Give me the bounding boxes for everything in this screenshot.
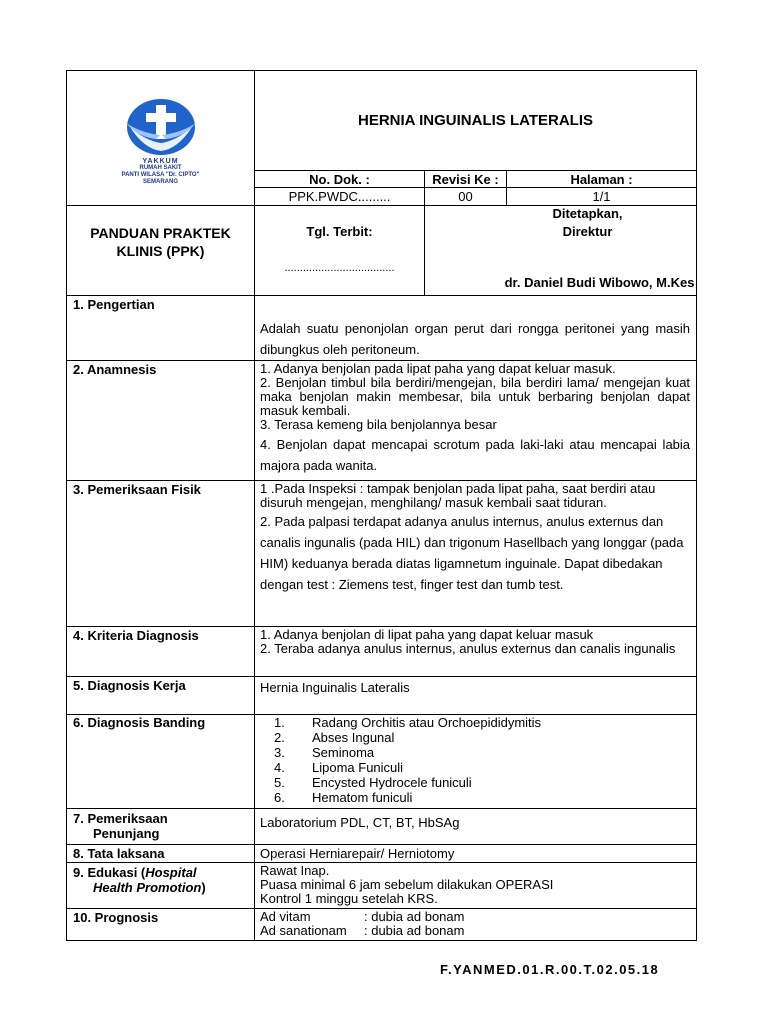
form-code: F.YANMED.01.R.00.T.02.05.18 [440,962,660,977]
diagnosis-banding-number: 2. [274,730,285,745]
ditetapkan-text: Ditetapkan, [552,206,623,221]
diagnosis-banding-text: Radang Orchitis atau Orchoepididymitis [312,715,542,730]
anamnesis-item-3: 3. Terasa kemeng bila benjolannya besar [260,417,497,432]
logo-line-2: PANTI WILASA "Dr. CIPTO" [121,171,200,178]
logo-line-3: SEMARANG [142,178,178,185]
tgl-terbit-label: Tgl. Terbit: [306,224,373,239]
prognosis-line-1-value: : dubia ad bonam [364,909,465,924]
diagnosis-banding-item [274,790,690,805]
halaman-value: 1/1 [507,188,697,206]
pemeriksaan-fisik-item-1: 1 .Pada Inspeksi : tampak benjolan pada lipat paha, saat berdiri atau disuruh mengejan, menghilang/ masuk kembali saat tiduran. [260,481,656,510]
diagnosis-banding-item [274,715,690,730]
prognosis-line-2 [260,924,690,938]
diagnosis-banding-item [274,760,690,775]
ppk-title: PANDUAN PRAKTEK KLINIS (PPK) [67,206,255,296]
tgl-terbit-cell [255,206,425,296]
penunjang-label [67,809,255,845]
prognosis-line-1-key: Ad vitam [260,909,311,924]
logo-line-1: RUMAH SAKIT [139,164,182,171]
revisi-label: Revisi Ke : [425,171,507,188]
diagnosis-banding-label: 6. Diagnosis Banding [67,715,255,809]
direktur-text: Direktur [562,224,613,239]
pengertian-body: Adalah suatu penonjolan organ perut dari rongga peritonei yang masih dibungkus oleh peritoneum. [260,321,691,357]
edukasi-label [67,863,255,909]
diagnosis-kerja-text: Hernia Inguinalis Lateralis [255,677,697,715]
diagnosis-banding-text: Encysted Hydrocele funiculi [312,775,472,790]
pemeriksaan-fisik-label: 3. Pemeriksaan Fisik [67,481,255,627]
kriteria-label: 4. Kriteria Diagnosis [67,627,255,677]
diagnosis-banding-number: 6. [274,790,285,805]
pemeriksaan-fisik-text [255,481,697,627]
edukasi-text [255,863,697,909]
halaman-label: Halaman : [507,171,697,188]
anamnesis-item-4: 4. Benjolan dapat mencapai scrotum pada laki-laki atau mencapai labia majora pada wanita. [260,437,691,473]
diagnosis-banding-item [274,745,690,760]
no-dok-value: PPK.PWDC......... [255,188,425,206]
diagnosis-banding-item [274,775,690,790]
pengertian-label: 1. Pengertian [67,296,255,361]
penunjang-label-line-1: 7. Pemeriksaan [73,811,168,826]
tgl-terbit-value: .................................... [284,262,395,274]
pengertian-text [255,296,697,361]
edukasi-line-1: Rawat Inap. [260,863,330,878]
edukasi-line-2: Puasa minimal 6 jam sebelum dilakukan OPERASI [260,877,554,892]
edukasi-label-line-1 [73,865,250,880]
kriteria-text [255,627,697,677]
prognosis-line-1 [260,910,690,924]
prognosis-text [255,909,697,941]
anamnesis-text [255,361,697,481]
document-title-cell [255,71,697,171]
document-title: HERNIA INGUINALIS LATERALIS [358,112,594,129]
hospital-logo [67,97,254,186]
diagnosis-banding-number: 5. [274,775,285,790]
pemeriksaan-fisik-item-2: 2. Pada palpasi terdapat adanya anulus internus, anulus externus dan canalis ingunalis (pada HIL) dan trigonum Hasellbach yang longgar (pada HIM) keduanya berada diatas ligamnetum inguinale. Dapat dibedakan dengan test : Ziemens test, finger test dan tumb test. [260,514,684,592]
prognosis-line-2-value: : dubia ad bonam [364,923,465,938]
anamnesis-item-1: 1. Adanya benjolan pada lipat paha yang dapat keluar masuk. [260,361,616,376]
diagnosis-banding-number: 1. [274,715,285,730]
kriteria-item-2: 2. Teraba adanya anulus internus, anulus externus dan canalis ingunalis [260,641,676,656]
diagnosis-banding-number: 4. [274,760,285,775]
tata-laksana-label: 8. Tata laksana [67,845,255,863]
diagnosis-banding-list [260,715,690,805]
anamnesis-label: 2. Anamnesis [67,361,255,481]
penunjang-label-line-2: Penunjang [93,826,160,841]
diagnosis-banding-text: Hematom funiculi [312,790,413,805]
approval-cell [425,206,697,296]
logo-ring-text: YAKKUM [142,157,179,165]
edukasi-label-italic-2: Health Promotion [93,880,202,895]
diagnosis-banding-number: 3. [274,745,285,760]
diagnosis-banding-text: Lipoma Funiculi [312,760,404,775]
prognosis-label: 10. Prognosis [67,909,255,941]
tata-laksana-text: Operasi Herniarepair/ Herniotomy [255,845,697,863]
diagnosis-banding-cell [255,715,697,809]
signer-name: dr. Daniel Budi Wibowo, M.Kes [504,275,695,290]
edukasi-line-3: Kontrol 1 minggu setelah KRS. [260,891,438,906]
prognosis-line-2-key: Ad sanationam [260,923,347,938]
penunjang-text: Laboratorium PDL, CT, BT, HbSAg [255,809,697,845]
kriteria-item-1: 1. Adanya benjolan di lipat paha yang dapat keluar masuk [260,627,594,642]
no-dok-label: No. Dok. : [255,171,425,188]
diagnosis-banding-item [274,730,690,745]
diagnosis-kerja-label: 5. Diagnosis Kerja [67,677,255,715]
ppk-document-table [66,70,697,941]
edukasi-label-prefix: 9. Edukasi ( [73,865,146,880]
cross-dove-icon [116,97,206,159]
anamnesis-item-2: 2. Benjolan timbul bila berdiri/mengejan, bila berdiri lama/ mengejan kuat maka benjolan makin membesar, bila untuk berbaring benjolan dapat masuk kembali. [260,375,691,418]
diagnosis-banding-text: Abses Ingunal [312,730,395,745]
edukasi-label-italic-1: Hospital [145,865,197,880]
logo-cell [67,71,255,206]
edukasi-label-line-2 [73,880,250,895]
diagnosis-banding-text: Seminoma [312,745,375,760]
edukasi-label-suffix: ) [201,880,206,895]
revisi-value: 00 [425,188,507,206]
